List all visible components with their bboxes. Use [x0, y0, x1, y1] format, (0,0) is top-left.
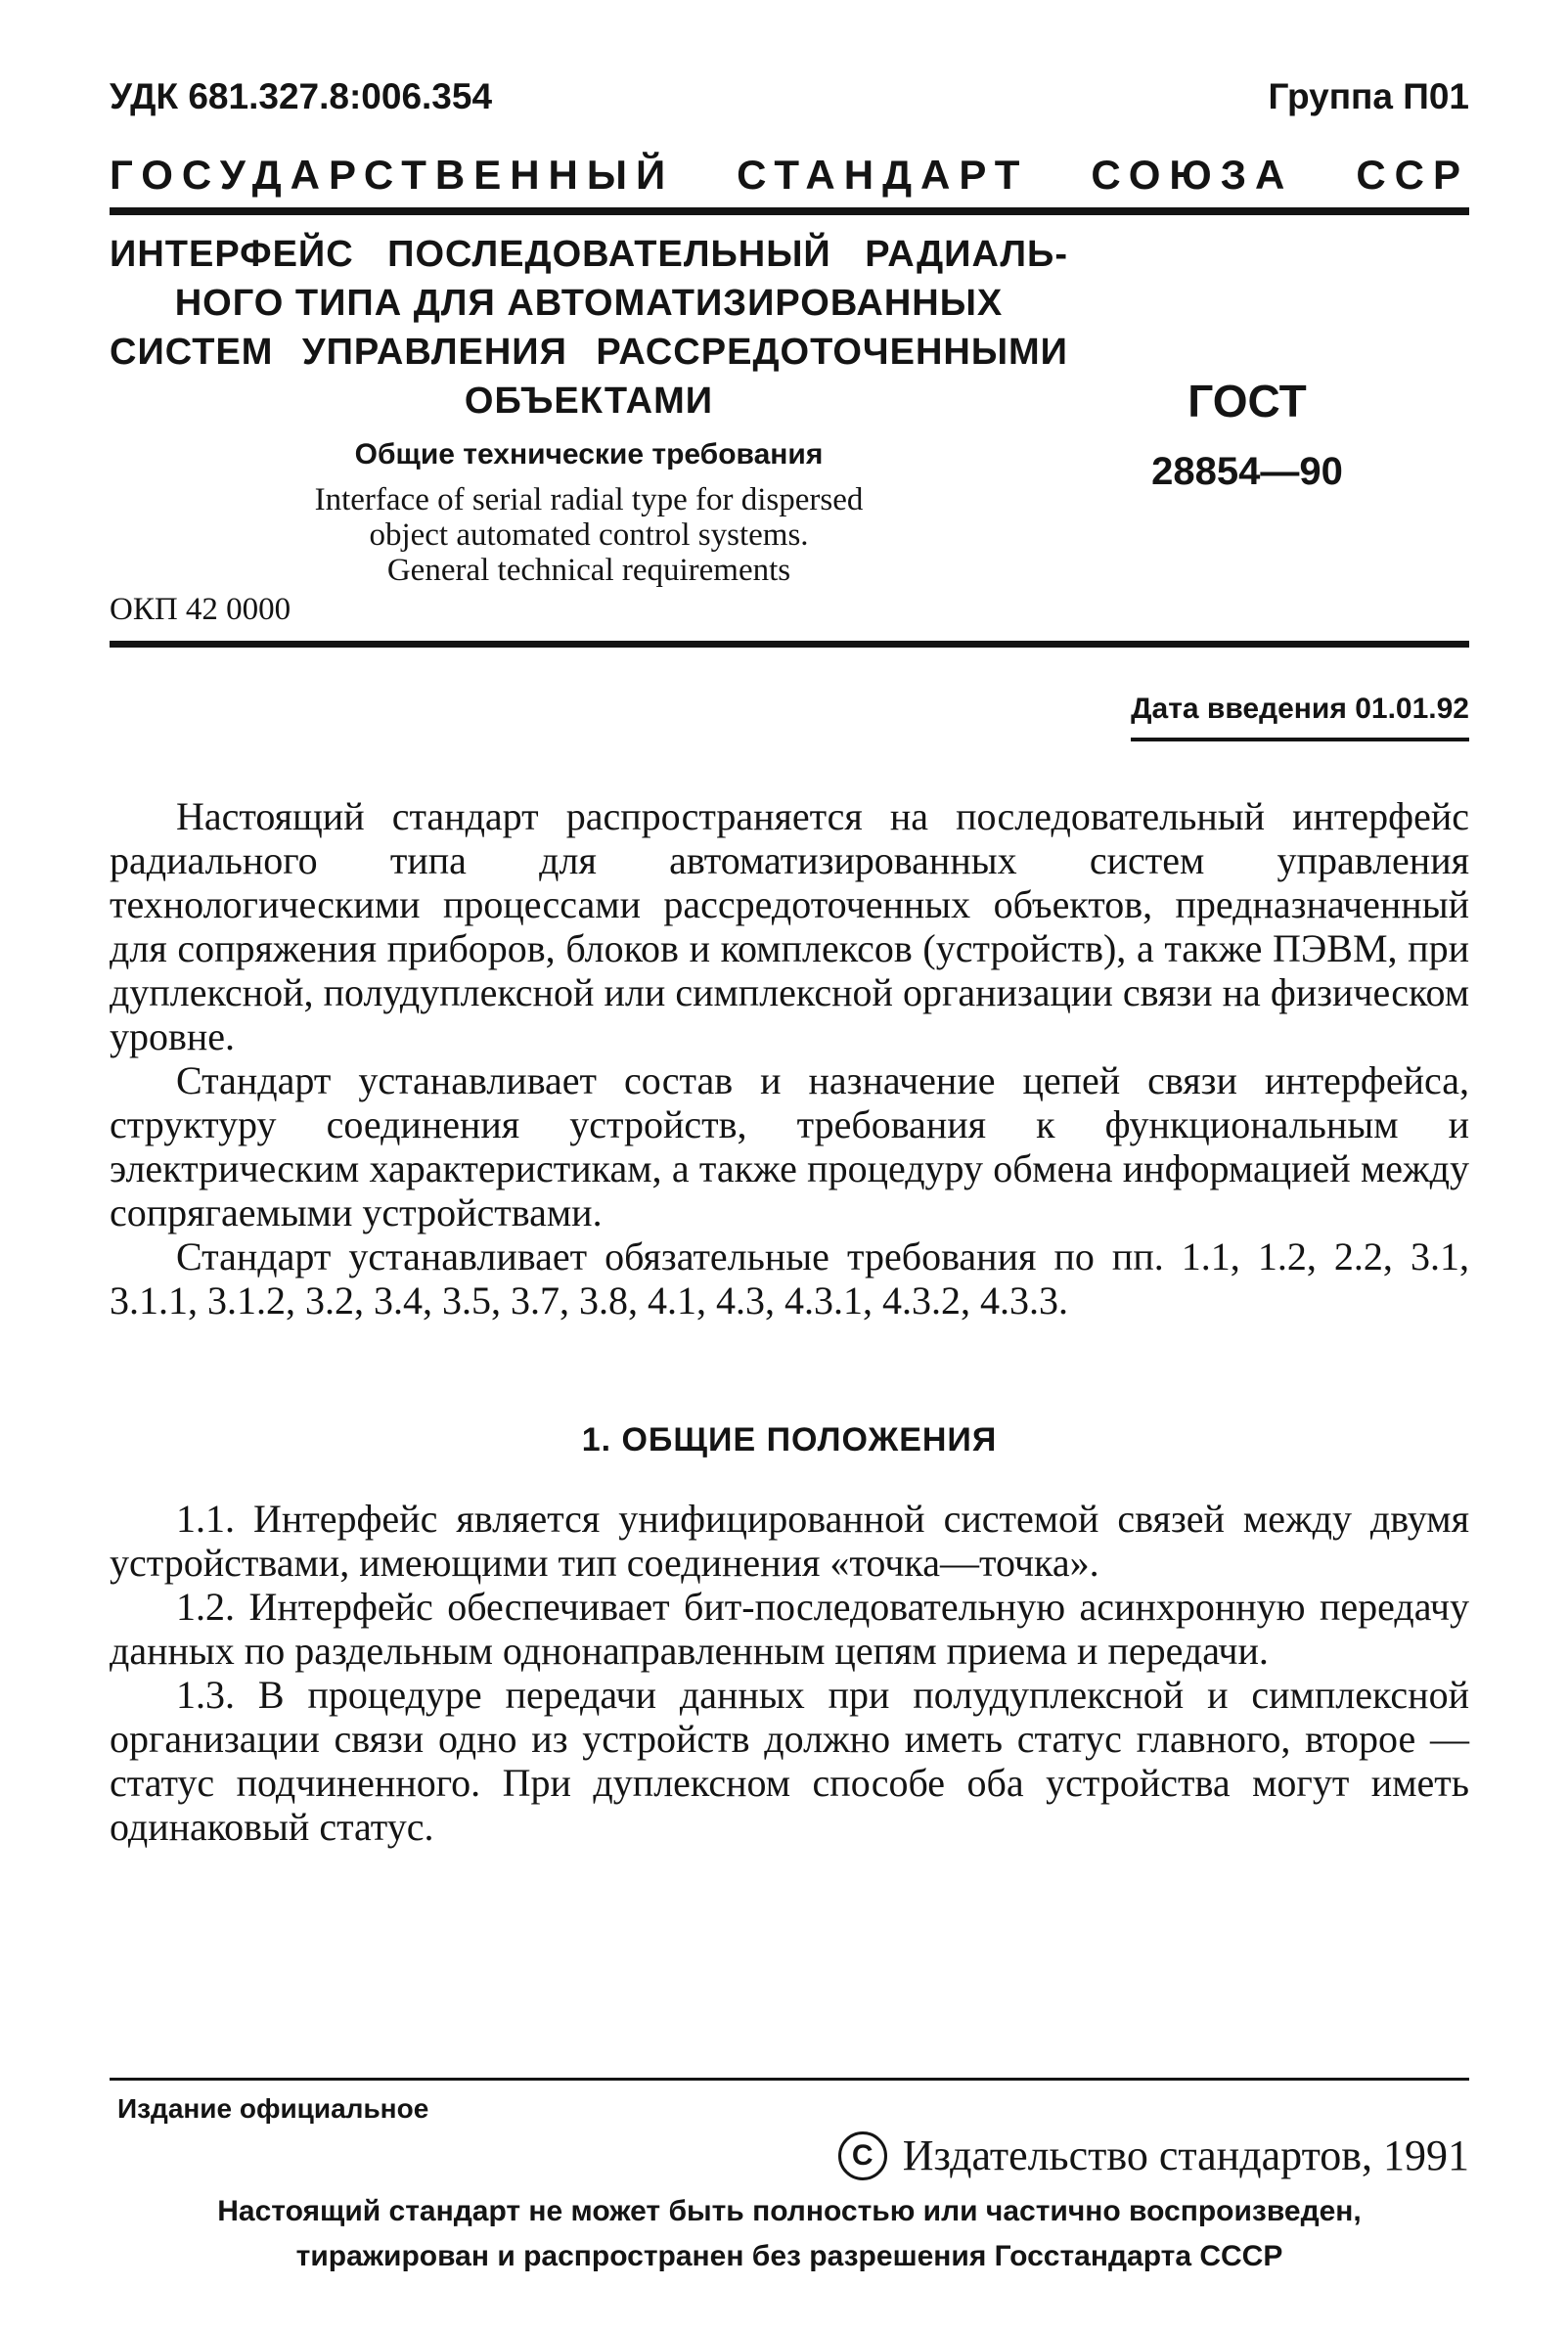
title-line-4: ОБЪЕКТАМИ [464, 381, 714, 422]
subtitle-en-line-2: object automated control systems. [369, 517, 809, 553]
notice-line-1: Настоящий стандарт не может быть полностью или частично воспроизведен, [217, 2195, 1362, 2227]
date-of-introduction: Дата введения 01.01.92 [1131, 693, 1469, 741]
udk-code: УДК 681.327.8:006.354 [110, 76, 493, 116]
intro-paragraph-1: Настоящий стандарт распространяется на последовательный интерфейс радиального типа для автоматизированных систем управления технологическими процессами рассредоточенных объектов, предназначенный для сопряжения приборов, блоков и комплексов (устройств), а также ПЭВМ, при дуплексной, полудуплексной или симплексной организации связи на физическом уровне. [110, 794, 1469, 1058]
intro-text [110, 794, 1469, 1323]
copyright-icon: C [838, 2131, 887, 2180]
gost-block [1100, 372, 1394, 499]
okp-code: ОКП 42 0000 [110, 592, 291, 627]
notice-line-2: тиражирован и распространен без разрешения Госстандарта СССР [295, 2240, 1283, 2272]
section-heading: 1. ОБЩИЕ ПОЛОЖЕНИЯ [581, 1421, 998, 1458]
title-block [110, 230, 1068, 588]
intro-paragraph-3: Стандарт устанавливает обязательные требования по пп. 1.1, 1.2, 2.2, 3.1, 3.1.1, 3.1.2, 3.2, 3.4, 3.5, 3.7, 3.8, 4.1, 4.3, 4.3.1, 4.3.2, 4.3.3. [110, 1234, 1469, 1323]
intro-paragraph-2: Стандарт устанавливает состав и назначение цепей связи интерфейса, структуру соединения устройств, требования к функциональным и электрическим характеристикам, а также процедуру обмена информацией между сопрягаемыми устройствами. [110, 1058, 1469, 1234]
section-1-text [110, 1497, 1469, 1849]
title-line-1: ИНТЕРФЕЙС ПОСЛЕДОВАТЕЛЬНЫЙ РАДИАЛЬ- [110, 234, 1068, 275]
gost-number: 28854—90 [1151, 450, 1343, 493]
subtitle-ru: Общие технические требования [354, 438, 824, 471]
clause-1-2: 1.2. Интерфейс обеспечивает бит-последовательную асинхронную передачу данных по раздельным однонаправленным цепям приема и передачи. [110, 1585, 1469, 1673]
edition-label: Издание официальное [117, 2093, 429, 2124]
clause-1-1: 1.1. Интерфейс является унифицированной системой связей между двумя устройствами, имеющими тип соединения «точка—точка». [110, 1497, 1469, 1585]
header-row [110, 76, 1469, 117]
copyright-text: Издательство стандартов, 1991 [902, 2131, 1469, 2179]
copyright-line [838, 2130, 1469, 2180]
title-line-3: СИСТЕМ УПРАВЛЕНИЯ РАССРЕДОТОЧЕННЫМИ [110, 332, 1068, 373]
subtitle-en [110, 482, 1068, 588]
group-code: Группа П01 [1268, 76, 1469, 116]
clause-1-3: 1.3. В процедуре передачи данных при полудуплексной и симплексной организации связи одно из устройств должно иметь статус главного, второе — статус подчиненного. При дуплексном способе оба устройства могут иметь одинаковый статус. [110, 1673, 1469, 1849]
state-standard-banner: ГОСУДАРСТВЕННЫЙ СТАНДАРТ СОЮЗА ССР [110, 152, 1469, 198]
title-bottom-rule [110, 641, 1469, 648]
reproduction-notice [110, 2189, 1469, 2279]
gost-label: ГОСТ [1187, 376, 1307, 426]
title-line-2: НОГО ТИПА ДЛЯ АВТОМАТИЗИРОВАННЫХ [174, 283, 1004, 324]
top-rule [110, 207, 1469, 215]
subtitle-en-line-3: General technical requirements [386, 553, 791, 588]
subtitle-en-line-1: Interface of serial radial type for dispersed [314, 482, 864, 517]
footer-rule [110, 2078, 1469, 2081]
